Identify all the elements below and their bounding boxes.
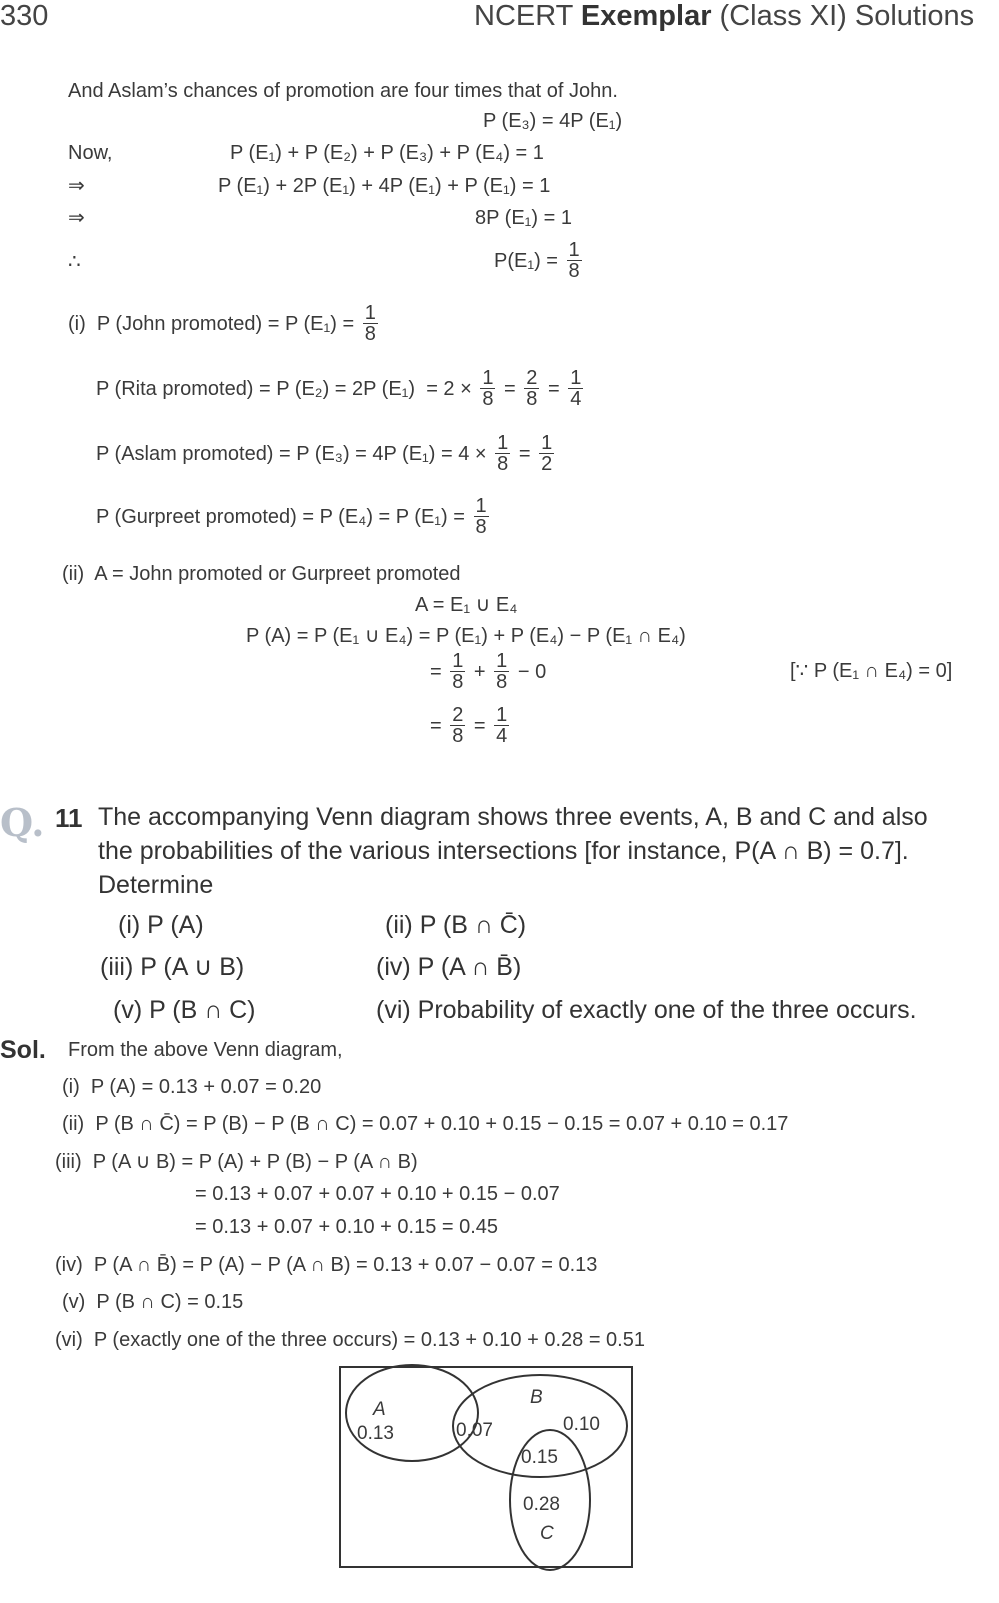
text-segment: (ii) A = John promoted or Gurpreet promoted <box>62 563 461 585</box>
text-segment: (i) P (A) = 0.13 + 0.07 = 0.20 <box>62 1076 322 1098</box>
denominator: 4 <box>496 725 508 747</box>
fraction <box>494 705 509 746</box>
text-line <box>483 109 622 133</box>
text-segment: − 0 <box>512 660 547 683</box>
numerator: 1 <box>497 432 509 454</box>
numerator: 1 <box>496 704 508 726</box>
text-segment: (vi) P (exactly one of the three occurs) = 0.13 + 0.10 + 0.28 = 0.51 <box>55 1329 645 1351</box>
numerator: 2 <box>526 367 538 389</box>
denominator: 8 <box>496 671 508 693</box>
denominator: 8 <box>568 260 580 282</box>
denominator: 8 <box>497 453 509 475</box>
text-line <box>118 913 204 937</box>
text-line <box>98 805 928 829</box>
text-segment: Now, <box>68 142 113 164</box>
text-line <box>376 955 521 979</box>
venn-circle-a <box>346 1365 478 1461</box>
text-line <box>98 873 213 897</box>
text-line <box>790 659 952 683</box>
text-segment: (iii) P (A ∪ B) <box>100 953 245 981</box>
numerator: 1 <box>568 239 580 261</box>
venn-label-c: C <box>540 1523 554 1544</box>
denominator: 8 <box>482 388 494 410</box>
text-line <box>195 1182 560 1206</box>
text-line <box>62 1075 321 1099</box>
text-line <box>246 624 686 648</box>
fraction <box>480 368 495 409</box>
text-segment: (v) P (B ∩ C) = 0.15 <box>62 1291 244 1313</box>
text-segment: = <box>498 377 522 400</box>
text-segment: = <box>468 714 492 737</box>
solution-label: Sol. <box>0 1036 46 1064</box>
fraction <box>450 651 465 692</box>
text-segment: ⇒ <box>68 207 85 229</box>
denominator: 2 <box>541 453 553 475</box>
text-segment: ∴ <box>68 251 81 273</box>
text-line <box>494 240 585 281</box>
numerator: 1 <box>541 432 553 454</box>
text-segment: [∵ P (E₁ ∩ E₄) = 0] <box>790 660 953 682</box>
numerator: 1 <box>570 367 582 389</box>
text-line <box>113 998 256 1022</box>
text-line <box>68 303 381 344</box>
text-line <box>376 998 917 1022</box>
denominator: 8 <box>475 516 487 538</box>
numerator: 1 <box>496 650 508 672</box>
venn-value-bc: 0.15 <box>521 1447 558 1468</box>
text-line <box>55 1150 418 1174</box>
text-line <box>475 206 572 230</box>
text-segment: P(E₁) = <box>494 249 564 272</box>
fraction <box>539 433 554 474</box>
text-line <box>430 651 546 692</box>
denominator: 8 <box>452 725 464 747</box>
page-number: 330 <box>0 0 49 32</box>
text-line <box>98 839 909 863</box>
text-line <box>68 79 618 103</box>
denominator: 8 <box>364 323 376 345</box>
denominator: 8 <box>452 671 464 693</box>
denominator: 8 <box>526 388 538 410</box>
text-segment: (ii) P (B ∩ C̄) = P (B) − P (B ∩ C) = 0.07 + 0.10 + 0.15 − 0.15 = 0.07 + 0.10 = 0.17 <box>62 1113 789 1135</box>
fraction <box>568 368 583 409</box>
text-line <box>55 1328 645 1352</box>
fraction <box>495 433 510 474</box>
text-segment: The accompanying Venn diagram shows three events, A, B and C and also <box>98 803 928 831</box>
text-line <box>96 433 557 474</box>
text-segment: = <box>513 442 537 465</box>
text-line <box>96 496 492 537</box>
venn-diagram <box>335 1362 640 1572</box>
text-segment: A = E₁ ∪ E₄ <box>415 594 518 616</box>
text-segment: ⇒ <box>68 175 85 197</box>
text-line <box>68 250 81 274</box>
numerator: 1 <box>364 302 376 324</box>
fraction <box>494 651 509 692</box>
text-segment: Determine <box>98 871 214 899</box>
numerator: 1 <box>482 367 494 389</box>
text-segment: (ii) P (B ∩ C̄) <box>385 911 527 939</box>
text-segment: (iv) P (A ∩ B̄) = P (A) − P (A ∩ B) = 0.13 + 0.07 − 0.07 = 0.13 <box>55 1254 598 1276</box>
text-line <box>385 913 526 937</box>
denominator: 4 <box>570 388 582 410</box>
text-segment: P (E₁) + P (E₂) + P (E₃) + P (E₄) = 1 <box>230 142 544 164</box>
text-line <box>68 141 112 165</box>
fraction <box>450 705 465 746</box>
text-segment: (i) P (A) <box>118 911 204 939</box>
text-line <box>218 174 550 198</box>
header-prefix: NCERT <box>474 0 581 32</box>
text-line <box>68 1038 343 1062</box>
text-line <box>68 174 85 198</box>
venn-value-c-only: 0.28 <box>523 1494 560 1515</box>
text-segment: = <box>542 377 566 400</box>
text-segment: = <box>430 714 448 737</box>
venn-label-a: A <box>373 1399 386 1420</box>
text-line <box>55 1253 597 1277</box>
text-segment: + <box>468 660 492 683</box>
text-segment: And Aslam’s chances of promotion are four times that of John. <box>68 80 618 102</box>
text-segment: = <box>430 660 448 683</box>
fraction <box>474 496 489 537</box>
question-mark-label: Q. <box>0 800 45 845</box>
venn-value-a-only: 0.13 <box>357 1423 394 1444</box>
question-number: 11 <box>55 803 83 833</box>
text-line <box>415 593 517 617</box>
text-segment: P (Aslam promoted) = P (E₃) = 4P (E₁) = 4 × <box>96 442 493 465</box>
fraction <box>363 303 378 344</box>
text-line <box>430 705 512 746</box>
text-segment: (iv) P (A ∩ B̄) <box>376 953 522 981</box>
text-segment: (vi) Probability of exactly one of the three occurs. <box>376 996 917 1024</box>
text-line <box>100 955 244 979</box>
text-line <box>62 562 461 586</box>
text-line <box>96 368 586 409</box>
fraction <box>524 368 539 409</box>
text-segment: From the above Venn diagram, <box>68 1039 343 1061</box>
text-segment: P (A) = P (E₁ ∪ E₄) = P (E₁) + P (E₄) − P (E₁ ∩ E₄) <box>246 625 686 647</box>
venn-value-ab: 0.07 <box>456 1420 493 1441</box>
text-segment: P (Rita promoted) = P (E₂) = 2P (E₁) = 2 × <box>96 377 478 400</box>
text-segment: (v) P (B ∩ C) <box>113 996 256 1024</box>
text-line <box>62 1290 243 1314</box>
venn-label-b: B <box>530 1387 543 1408</box>
header-suffix: (Class XI) Solutions <box>711 0 975 32</box>
header-bold: Exemplar <box>580 0 712 32</box>
text-segment: P (Gurpreet promoted) = P (E₄) = P (E₁) = <box>96 505 471 528</box>
text-line <box>62 1112 788 1136</box>
text-segment: (iii) P (A ∪ B) = P (A) + P (B) − P (A ∩ B) <box>55 1151 418 1173</box>
text-segment: = 0.13 + 0.07 + 0.07 + 0.10 + 0.15 − 0.07 <box>195 1183 560 1205</box>
text-segment: = 0.13 + 0.07 + 0.10 + 0.15 = 0.45 <box>195 1216 499 1238</box>
text-segment: 8P (E₁) = 1 <box>475 207 572 229</box>
numerator: 2 <box>452 704 464 726</box>
numerator: 1 <box>452 650 464 672</box>
numerator: 1 <box>475 495 487 517</box>
text-segment: (i) P (John promoted) = P (E₁) = <box>68 312 360 335</box>
text-segment: P (E₁) + 2P (E₁) + 4P (E₁) + P (E₁) = 1 <box>218 175 551 197</box>
running-header <box>474 0 974 33</box>
text-line <box>68 206 85 230</box>
text-segment: P (E₃) = 4P (E₁) <box>483 110 623 132</box>
text-segment: the probabilities of the various intersections [for instance, P(A ∩ B) = 0.7]. <box>98 837 909 865</box>
text-line <box>230 141 544 165</box>
text-line <box>195 1215 498 1239</box>
venn-value-b-only: 0.10 <box>563 1414 600 1435</box>
fraction <box>567 240 582 281</box>
